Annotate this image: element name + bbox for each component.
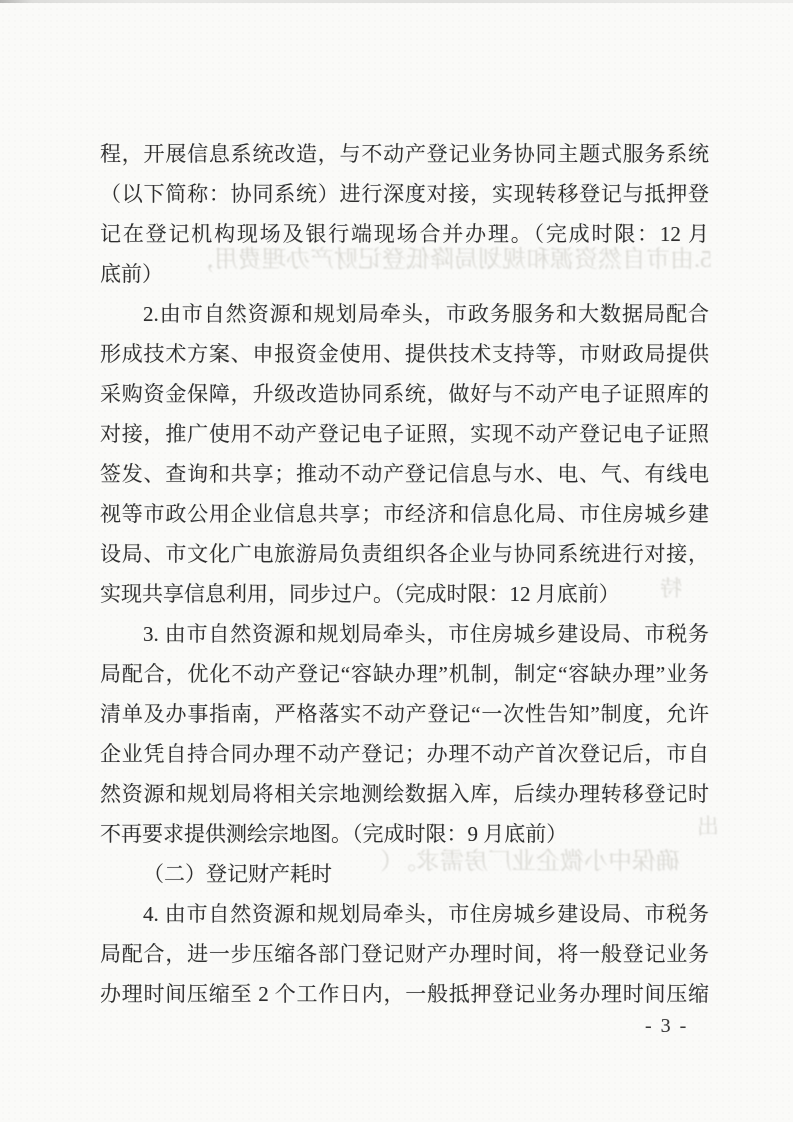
document-body	[100, 134, 709, 1014]
text-line: 程，开展信息系统改造，与不动产登记业务协同主题式服务系统	[100, 142, 709, 166]
scan-edge-top	[0, 0, 793, 3]
text-line: 清单及办事指南，严格落实不动产登记“一次性告知”制度，允许	[100, 702, 709, 726]
text-line: 办理时间压缩至 2 个工作日内，一般抵押登记业务办理时间压缩	[100, 982, 709, 1006]
text-line: （以下简称：协同系统）进行深度对接，实现转移登记与抵押登	[100, 182, 709, 206]
bleed-through-text: 出	[697, 814, 720, 839]
text-line: 签发、查询和共享；推动不动产登记信息与水、电、气、有线电	[100, 462, 709, 486]
text-line: 不再要求提供测绘宗地图。（完成时限：9 月底前）	[100, 822, 568, 846]
text-line: 底前）	[100, 262, 163, 286]
bleed-through-text: 5.由市自然资源和规划局降低登记财产办理费用，	[190, 247, 712, 273]
page-number: - 3 -	[645, 1015, 689, 1037]
section-heading: （二）登记财产耗时	[143, 862, 332, 886]
bleed-through-text: 确保中小微企业厂房需求。（	[380, 849, 680, 875]
text-line: 对接，推广使用不动产登记电子证照，实现不动产登记电子证照	[100, 422, 709, 446]
text-line: 视等市政公用企业信息共享；市经济和信息化局、市住房城乡建	[100, 502, 709, 526]
text-line: 3. 由市自然资源和规划局牵头，市住房城乡建设局、市税务	[143, 622, 709, 646]
bleed-through-text: 特	[660, 576, 683, 601]
text-line: 企业凭自持合同办理不动产登记；办理不动产首次登记后，市自	[100, 742, 709, 766]
text-line: 形成技术方案、申报资金使用、提供技术支持等，市财政局提供	[100, 342, 709, 366]
text-line: 4. 由市自然资源和规划局牵头，市住房城乡建设局、市税务	[143, 902, 709, 926]
text-line: 设局、市文化广电旅游局负责组织各企业与协同系统进行对接，	[100, 542, 709, 566]
text-line: 2.由市自然资源和规划局牵头，市政务服务和大数据局配合	[143, 302, 709, 326]
text-line: 实现共享信息利用，同步过户。（完成时限：12 月底前）	[100, 582, 620, 606]
text-line: 记在登记机构现场及银行端现场合并办理。（完成时限：12 月	[100, 222, 709, 246]
text-line: 采购资金保障，升级改造协同系统，做好与不动产电子证照库的	[100, 382, 709, 406]
text-line: 然资源和规划局将相关宗地测绘数据入库，后续办理转移登记时	[100, 782, 709, 806]
text-line: 局配合，优化不动产登记“容缺办理”机制，制定“容缺办理”业务	[100, 662, 709, 686]
text-line: 局配合，进一步压缩各部门登记财产办理时间，将一般登记业务	[100, 942, 709, 966]
